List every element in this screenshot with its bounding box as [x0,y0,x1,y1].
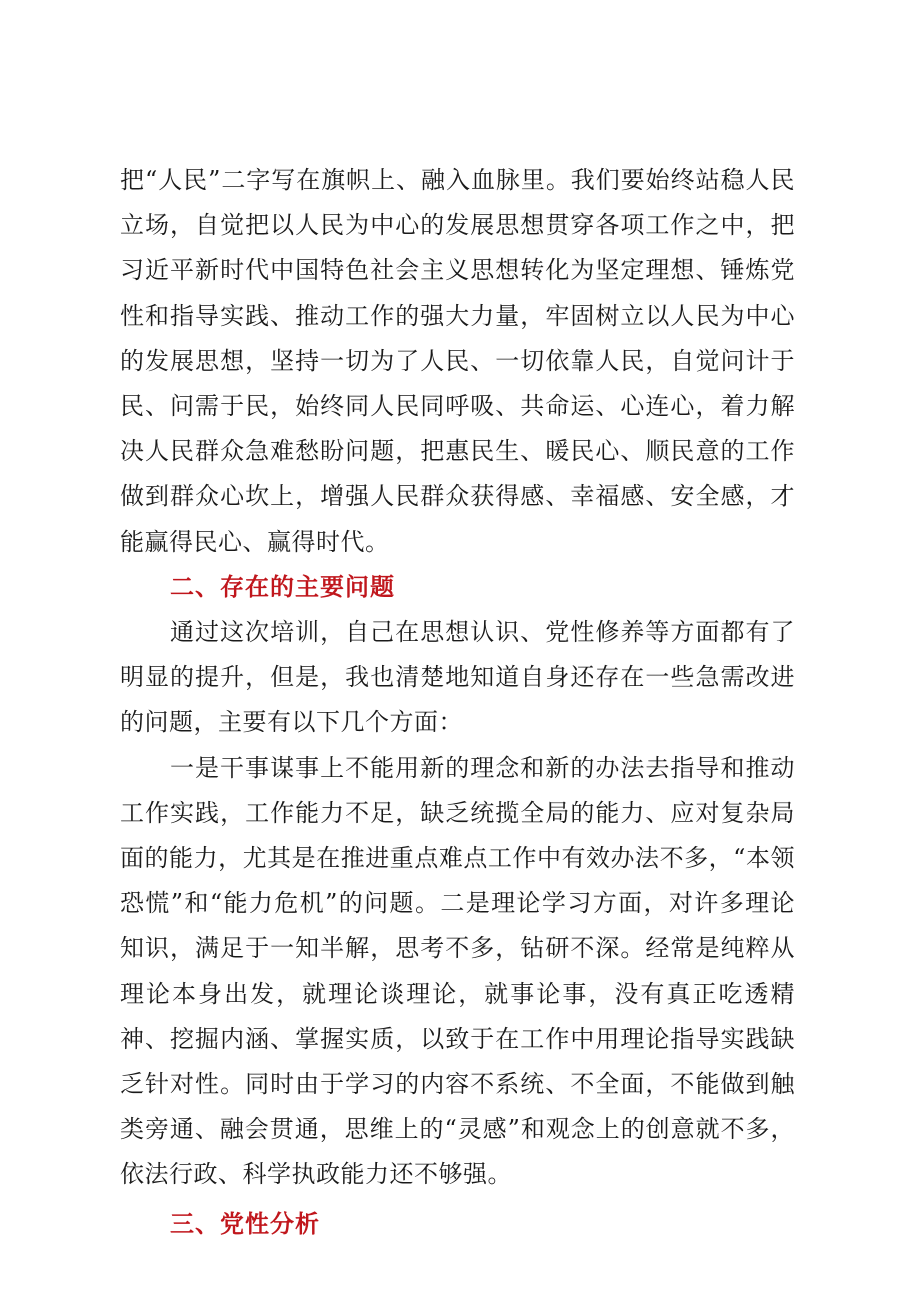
section-heading-party-analysis: 三、党性分析 [170,1209,320,1238]
section-heading-main-problems: 二、存在的主要问题 [170,572,395,601]
paragraph-people-centered: 把“人民”二字写在旗帜上、融入血脉里。我们要始终站稳人民立场，自觉把以人民为中心的发展思想贯穿各项工作之中，把习近平新时代中国特色社会主义思想转化为坚定理想、锤炼党性和指导实践、推动工作的强大力量，牢固树立以人民为中心的发展思想，坚持一切为了人民、一切依靠人民，自觉问计于民、问需于民，始终同人民同呼吸、共命运、心连心，着力解决人民群众急难愁盼问题，把惠民生、暖民心、顺民意的工作做到群众心坎上，增强人民群众获得感、幸福感、安全感，才能赢得民心、赢得时代。 [120,166,795,556]
paragraph-problem-details: 一是干事谋事上不能用新的理念和新的办法去指导和推动工作实践，工作能力不足，缺乏统揽全局的能力、应对复杂局面的能力，尤其是在推进重点难点工作中有效办法不多，“本领恐慌”和“能力危机”的问题。二是理论学习方面，对许多理论知识，满足于一知半解，思考不多，钻研不深。经常是纯粹从理论本身出发，就理论谈理论，就事论事，没有真正吃透精神、挖掘内涵、掌握实质，以致于在工作中用理论指导实践缺乏针对性。同时由于学习的内容不系统、不全面，不能做到触类旁通、融会贯通，思维上的“灵感”和观念上的创意就不多，依法行政、科学执政能力还不够强。 [120,753,795,1189]
paragraph-training-intro: 通过这次培训，自己在思想认识、党性修养等方面都有了明显的提升，但是，我也清楚地知道自身还存在一些急需改进的问题，主要有以下几个方面： [120,618,795,737]
document-page [120,158,795,1247]
